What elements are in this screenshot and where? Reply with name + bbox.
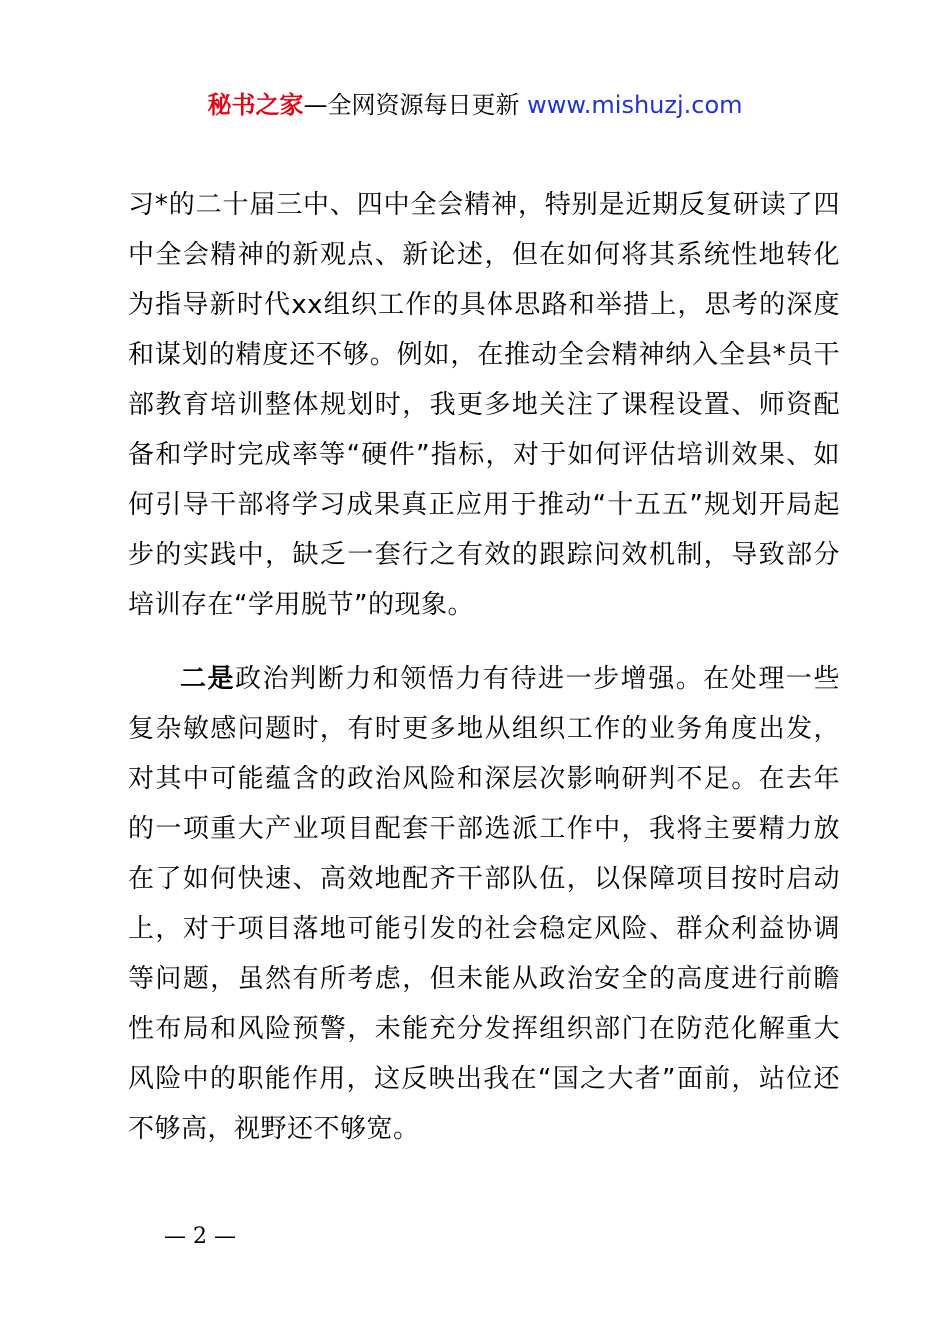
header-tagline: —全网资源每日更新 xyxy=(303,91,520,119)
paragraph-2-lead: 二是 xyxy=(180,664,236,694)
paragraph-2-text: 政治判断力和领悟力有待进一步增强。在处理一些复杂敏感问题时，有时更多地从组织工作的业务角度出发，对其中可能蕴含的政治风险和深层次影响研判不足。在去年的一项重大产业项目配套干部选派工作中，我将主要精力放在了如何快速、高效地配齐干部队伍，以保障项目按时启动上，对于项目落地可能引发的社会稳定风险、群众利益协调等问题，虽然有所考虑，但未能从政治安全的高度进行前瞻性布局和风险预警，未能充分发挥组织部门在防范化解重大风险中的职能作用，这反映出我在“国之大者”面前，站位还不够高，视野还不够宽。 xyxy=(128,664,840,1144)
document-body xyxy=(128,180,840,1154)
paragraph-1: 习*的二十届三中、四中全会精神，特别是近期反复研读了四中全会精神的新观点、新论述，但在如何将其系统性地转化为指导新时代xx组织工作的具体思路和举措上，思考的深度和谋划的精度还不够。例如，在推动全会精神纳入全县*员干部教育培训整体规划时，我更多地关注了课程设置、师资配备和学时完成率等“硬件”指标，对于如何评估培训效果、如何引导干部将学习成果真正应用于推动“十五五”规划开局起步的实践中，缺乏一套行之有效的跟踪问效机制，导致部分培训存在“学用脱节”的现象。 xyxy=(128,190,840,620)
page-number: — 2 — xyxy=(164,1224,236,1249)
brand-name: 秘书之家 xyxy=(207,91,304,119)
site-header xyxy=(0,88,950,122)
site-url[interactable]: www.mishuzj.com xyxy=(527,91,743,119)
paragraph-2 xyxy=(128,654,840,1154)
